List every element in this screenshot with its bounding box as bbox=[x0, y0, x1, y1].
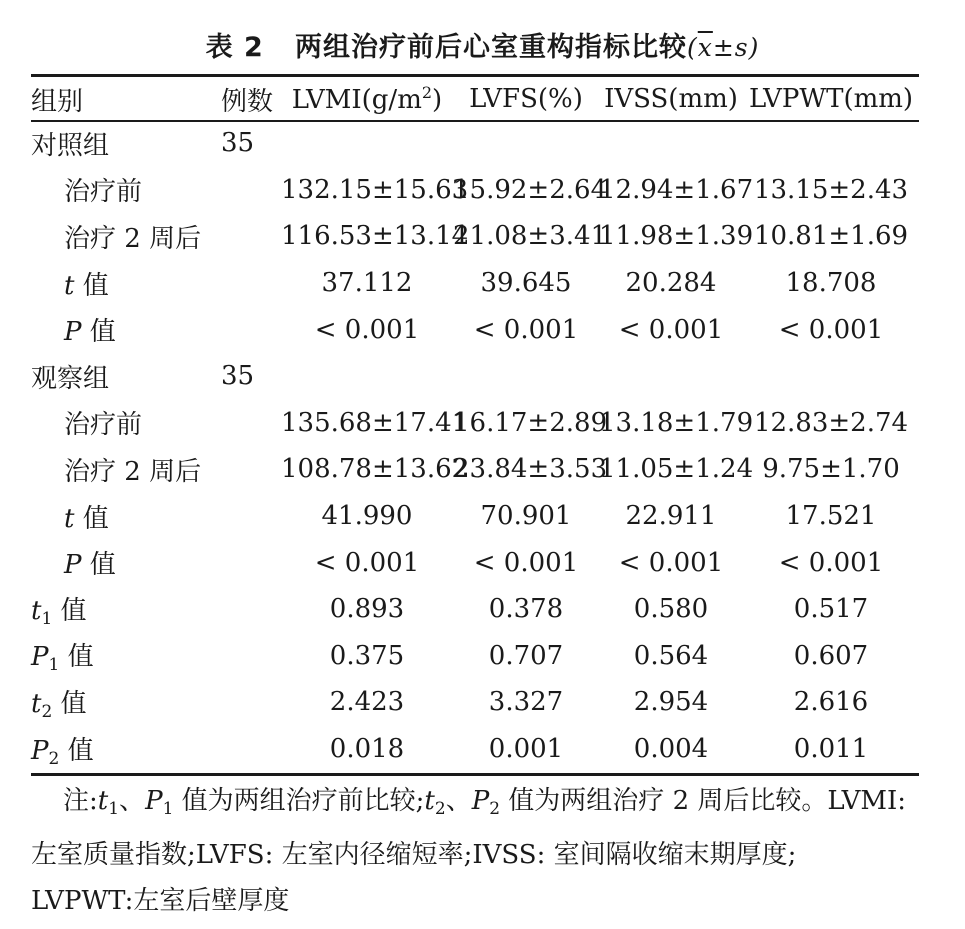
t-symbol: t bbox=[31, 688, 42, 719]
cell-ivss: 20.284 bbox=[625, 268, 717, 299]
footnote-line-2: 左室质量指数;LVFS: 左室内径缩短率;IVSS: 室间隔收缩末期厚度; bbox=[31, 840, 797, 870]
cell-lvmi: 108.78±13.62 bbox=[281, 454, 469, 485]
cell-ivss: 0.564 bbox=[633, 640, 709, 671]
table-row bbox=[31, 306, 919, 353]
bottom-rule bbox=[31, 773, 919, 776]
value-word: 值 bbox=[59, 642, 94, 673]
value-word: 值 bbox=[81, 550, 116, 581]
separator: 、 bbox=[445, 786, 472, 816]
cell-lvpwt: 13.15±2.43 bbox=[753, 174, 909, 205]
row-label: 治疗前 bbox=[64, 177, 143, 208]
cell-lvfs: 3.327 bbox=[488, 687, 564, 718]
table-caption: 两组治疗前后心室重构指标比较 bbox=[294, 32, 687, 63]
row-label bbox=[31, 633, 221, 680]
row-label bbox=[31, 493, 221, 540]
p-symbol: P bbox=[471, 786, 490, 816]
cell-ivss: 0.004 bbox=[633, 734, 709, 765]
row-label bbox=[31, 260, 221, 307]
table-footnote bbox=[31, 778, 931, 924]
table-number: 表 2 bbox=[205, 32, 264, 63]
subscript: 1 bbox=[162, 799, 174, 819]
cell-lvpwt: 18.708 bbox=[785, 268, 877, 299]
group-name: 观察组 bbox=[31, 363, 110, 394]
cell-ivss: 22.911 bbox=[625, 501, 717, 532]
subscript: 2 bbox=[489, 799, 501, 819]
header-lvmi-close: ) bbox=[432, 85, 443, 115]
cell-lvfs: 70.901 bbox=[480, 501, 572, 532]
cell-lvpwt: < 0.001 bbox=[778, 547, 884, 578]
row-label: 治疗前 bbox=[64, 410, 143, 441]
footnote-line-3: LVPWT:左室后壁厚度 bbox=[31, 886, 290, 916]
subscript: 1 bbox=[108, 799, 120, 819]
header-lvfs: LVFS(%) bbox=[469, 84, 583, 114]
cell-lvpwt: 10.81±1.69 bbox=[753, 221, 909, 252]
stat-close: ) bbox=[748, 33, 760, 62]
table-title bbox=[0, 28, 965, 68]
cell-lvfs: < 0.001 bbox=[473, 314, 579, 345]
footnote-prefix: 注: bbox=[63, 786, 98, 816]
cell-lvmi: < 0.001 bbox=[314, 547, 420, 578]
cell-lvpwt: 0.607 bbox=[793, 640, 869, 671]
row-label: 治疗 2 周后 bbox=[64, 456, 202, 487]
t-symbol: t bbox=[31, 595, 42, 626]
footnote-line-1 bbox=[31, 778, 931, 832]
cell-ivss: 0.580 bbox=[633, 594, 709, 625]
cell-lvmi: 0.893 bbox=[329, 594, 405, 625]
subscript: 1 bbox=[41, 608, 53, 629]
row-label bbox=[31, 586, 221, 633]
group-row-observation bbox=[31, 353, 919, 400]
header-lvmi bbox=[281, 78, 453, 120]
value-word: 值 bbox=[52, 688, 87, 719]
table-row bbox=[31, 213, 919, 260]
cell-lvfs: < 0.001 bbox=[473, 547, 579, 578]
row-label bbox=[31, 679, 221, 726]
header-count: 例数 bbox=[221, 86, 274, 117]
cell-lvfs: 15.92±2.64 bbox=[453, 174, 608, 205]
cell-lvpwt: 17.521 bbox=[785, 501, 877, 532]
table-row bbox=[31, 167, 919, 214]
footnote-text: 值为两组治疗前比较; bbox=[173, 786, 425, 816]
cell-lvmi: 0.018 bbox=[329, 734, 405, 765]
p-symbol: P bbox=[145, 786, 163, 816]
value-word: 值 bbox=[81, 317, 116, 348]
header-row bbox=[31, 78, 919, 120]
comparison-table bbox=[31, 78, 919, 772]
cell-lvfs: 16.17±2.89 bbox=[453, 407, 608, 438]
value-word: 值 bbox=[74, 270, 109, 301]
cell-lvmi: 37.112 bbox=[321, 268, 413, 299]
cell-lvfs: 23.84±3.53 bbox=[453, 454, 608, 485]
stat-mean-symbol: $\overline{x}$ bbox=[697, 33, 713, 62]
row-label bbox=[31, 726, 221, 773]
t-symbol: t bbox=[64, 270, 75, 301]
cell-lvfs: 0.001 bbox=[488, 734, 564, 765]
cell-lvfs: 0.707 bbox=[488, 640, 564, 671]
t-symbol: t bbox=[424, 786, 435, 816]
t-symbol: t bbox=[64, 503, 75, 534]
cell-lvmi: < 0.001 bbox=[314, 314, 420, 345]
table-row-p2 bbox=[31, 726, 919, 773]
cell-lvmi: 116.53±13.14 bbox=[281, 221, 469, 252]
cell-ivss: 11.98±1.39 bbox=[599, 221, 754, 252]
top-rule bbox=[31, 74, 919, 77]
cell-lvfs: 0.378 bbox=[488, 594, 564, 625]
table-row bbox=[31, 400, 919, 447]
cell-lvfs: 39.645 bbox=[480, 268, 572, 299]
header-group: 组别 bbox=[31, 86, 84, 117]
cell-ivss: < 0.001 bbox=[618, 547, 724, 578]
group-count: 35 bbox=[221, 128, 255, 159]
subscript: 1 bbox=[48, 655, 60, 676]
footnote-text: 值为两组治疗 2 周后比较。LVMI: bbox=[500, 786, 906, 816]
subscript: 2 bbox=[41, 701, 53, 722]
cell-lvpwt: 9.75±1.70 bbox=[762, 454, 900, 485]
cell-ivss: < 0.001 bbox=[618, 314, 724, 345]
header-lvpwt: LVPWT(mm) bbox=[748, 84, 914, 114]
p-symbol: P bbox=[64, 550, 82, 581]
row-label bbox=[31, 306, 221, 353]
t-symbol: t bbox=[97, 786, 109, 816]
cell-lvmi: 132.15±15.63 bbox=[281, 174, 469, 205]
table-row bbox=[31, 446, 919, 493]
value-word: 值 bbox=[52, 595, 87, 626]
group-count: 35 bbox=[221, 361, 255, 392]
cell-lvpwt: 0.517 bbox=[793, 594, 869, 625]
table-row bbox=[31, 260, 919, 307]
statistic-notation bbox=[687, 33, 759, 62]
table-row-t2 bbox=[31, 679, 919, 726]
row-label bbox=[31, 539, 221, 586]
separator: 、 bbox=[119, 786, 146, 816]
stat-open: ( bbox=[686, 33, 698, 62]
cell-lvpwt: 2.616 bbox=[793, 687, 869, 718]
cell-ivss: 11.05±1.24 bbox=[599, 454, 754, 485]
cell-lvpwt: < 0.001 bbox=[778, 314, 884, 345]
cell-lvfs: 21.08±3.41 bbox=[453, 221, 608, 252]
cell-lvmi: 41.990 bbox=[321, 501, 413, 532]
cell-lvpwt: 12.83±2.74 bbox=[753, 407, 909, 438]
cell-ivss: 13.18±1.79 bbox=[599, 407, 754, 438]
stat-sd-symbol: ±s bbox=[712, 33, 749, 62]
cell-ivss: 12.94±1.67 bbox=[599, 174, 754, 205]
table-row-t1 bbox=[31, 586, 919, 633]
header-lvmi-text: LVMI(g/m bbox=[291, 85, 422, 115]
table-row bbox=[31, 493, 919, 540]
value-word: 值 bbox=[59, 735, 94, 766]
cell-lvmi: 2.423 bbox=[329, 687, 405, 718]
table-row-p1 bbox=[31, 633, 919, 680]
cell-lvpwt: 0.011 bbox=[793, 734, 869, 765]
row-label: 治疗 2 周后 bbox=[64, 223, 202, 254]
cell-lvmi: 135.68±17.41 bbox=[281, 407, 469, 438]
p-symbol: P bbox=[64, 317, 82, 348]
value-word: 值 bbox=[74, 503, 109, 534]
cell-lvmi: 0.375 bbox=[329, 640, 405, 671]
subscript: 2 bbox=[434, 799, 446, 819]
cell-ivss: 2.954 bbox=[633, 687, 709, 718]
header-lvmi-sup: 2 bbox=[421, 83, 433, 102]
p-symbol: P bbox=[31, 642, 49, 673]
p-symbol: P bbox=[31, 735, 49, 766]
table-row bbox=[31, 539, 919, 586]
subscript: 2 bbox=[48, 748, 60, 769]
group-row-control bbox=[31, 120, 919, 167]
header-ivss: IVSS(mm) bbox=[604, 84, 738, 114]
group-name: 对照组 bbox=[31, 130, 110, 161]
